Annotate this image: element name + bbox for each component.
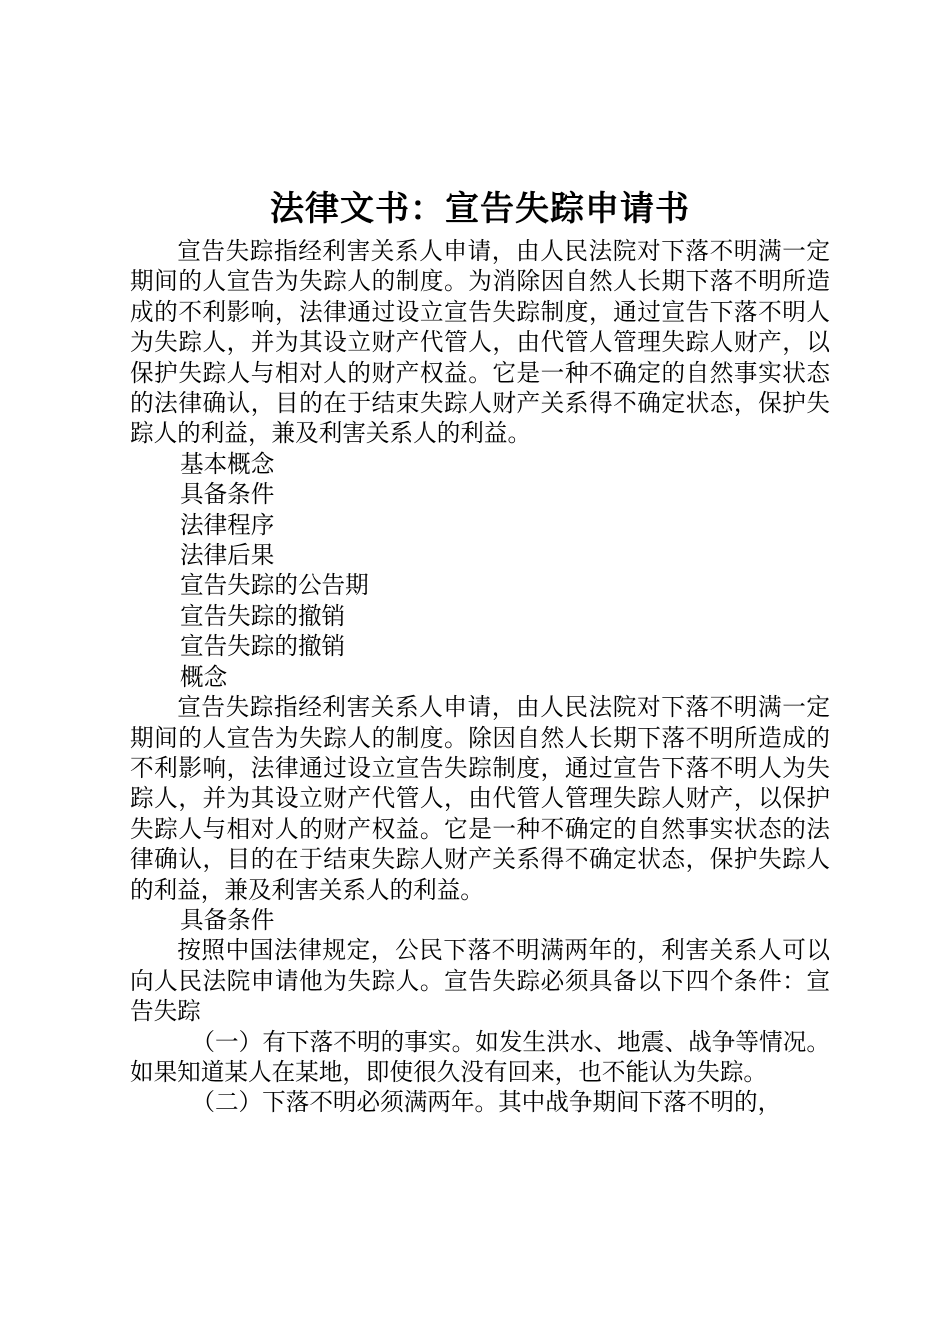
toc-item: 基本概念 (180, 449, 275, 478)
concept-paragraph: 宣告失踪指经利害关系人申请，由人民法院对下落不明满一定期间的人宣告为失踪人的制度。除因自然人长期下落不明所造成的不利影响，法律通过设立宣告失踪制度，通过宣告下落不明人为失踪人，并为其设立财产代管人，由代管人管理失踪人财产，以保护失踪人与相对人的财产权益。它是一种不确定的自然事实状态的法律确认，目的在于结束失踪人财产关系得不确定状态，保护失踪人的利益，兼及利害关系人的利益。 (130, 693, 830, 904)
document-title: 法律文书：宣告失踪申请书 (270, 189, 690, 229)
toc-item: 概念 (180, 662, 228, 691)
condition-item-1: （一）有下落不明的事实。如发生洪水、地震、战争等情况。如果知道某人在某地，即使很久没有回来，也不能认为失踪。 (130, 1027, 830, 1086)
toc-item: 法律程序 (180, 510, 275, 539)
toc-list (130, 449, 830, 692)
toc-item: 法律后果 (180, 541, 275, 570)
toc-item: 宣告失踪的撤销 (180, 632, 346, 661)
condition-item-2: （二）下落不明必须满两年。其中战争期间下落不明的， (191, 1088, 782, 1117)
toc-item: 具备条件 (180, 480, 275, 509)
document-page (130, 186, 830, 1118)
conditions-paragraph: 按照中国法律规定，公民下落不明满两年的，利害关系人可以向人民法院申请他为失踪人。宣告失踪必须具备以下四个条件：宣告失踪 (130, 936, 830, 1026)
toc-item: 宣告失踪的公告期 (180, 571, 369, 600)
intro-paragraph: 宣告失踪指经利害关系人申请，由人民法院对下落不明满一定期间的人宣告为失踪人的制度。为消除因自然人长期下落不明所造成的不利影响，法律通过设立宣告失踪制度，通过宣告下落不明人为失踪人，并为其设立财产代管人，由代管人管理失踪人财产，以保护失踪人与相对人的财产权益。它是一种不确定的自然事实状态的法律确认，目的在于结束失踪人财产关系得不确定状态，保护失踪人的利益，兼及利害关系人的利益。 (130, 237, 830, 448)
conditions-heading: 具备条件 (180, 905, 275, 934)
toc-item: 宣告失踪的撤销 (180, 601, 346, 630)
